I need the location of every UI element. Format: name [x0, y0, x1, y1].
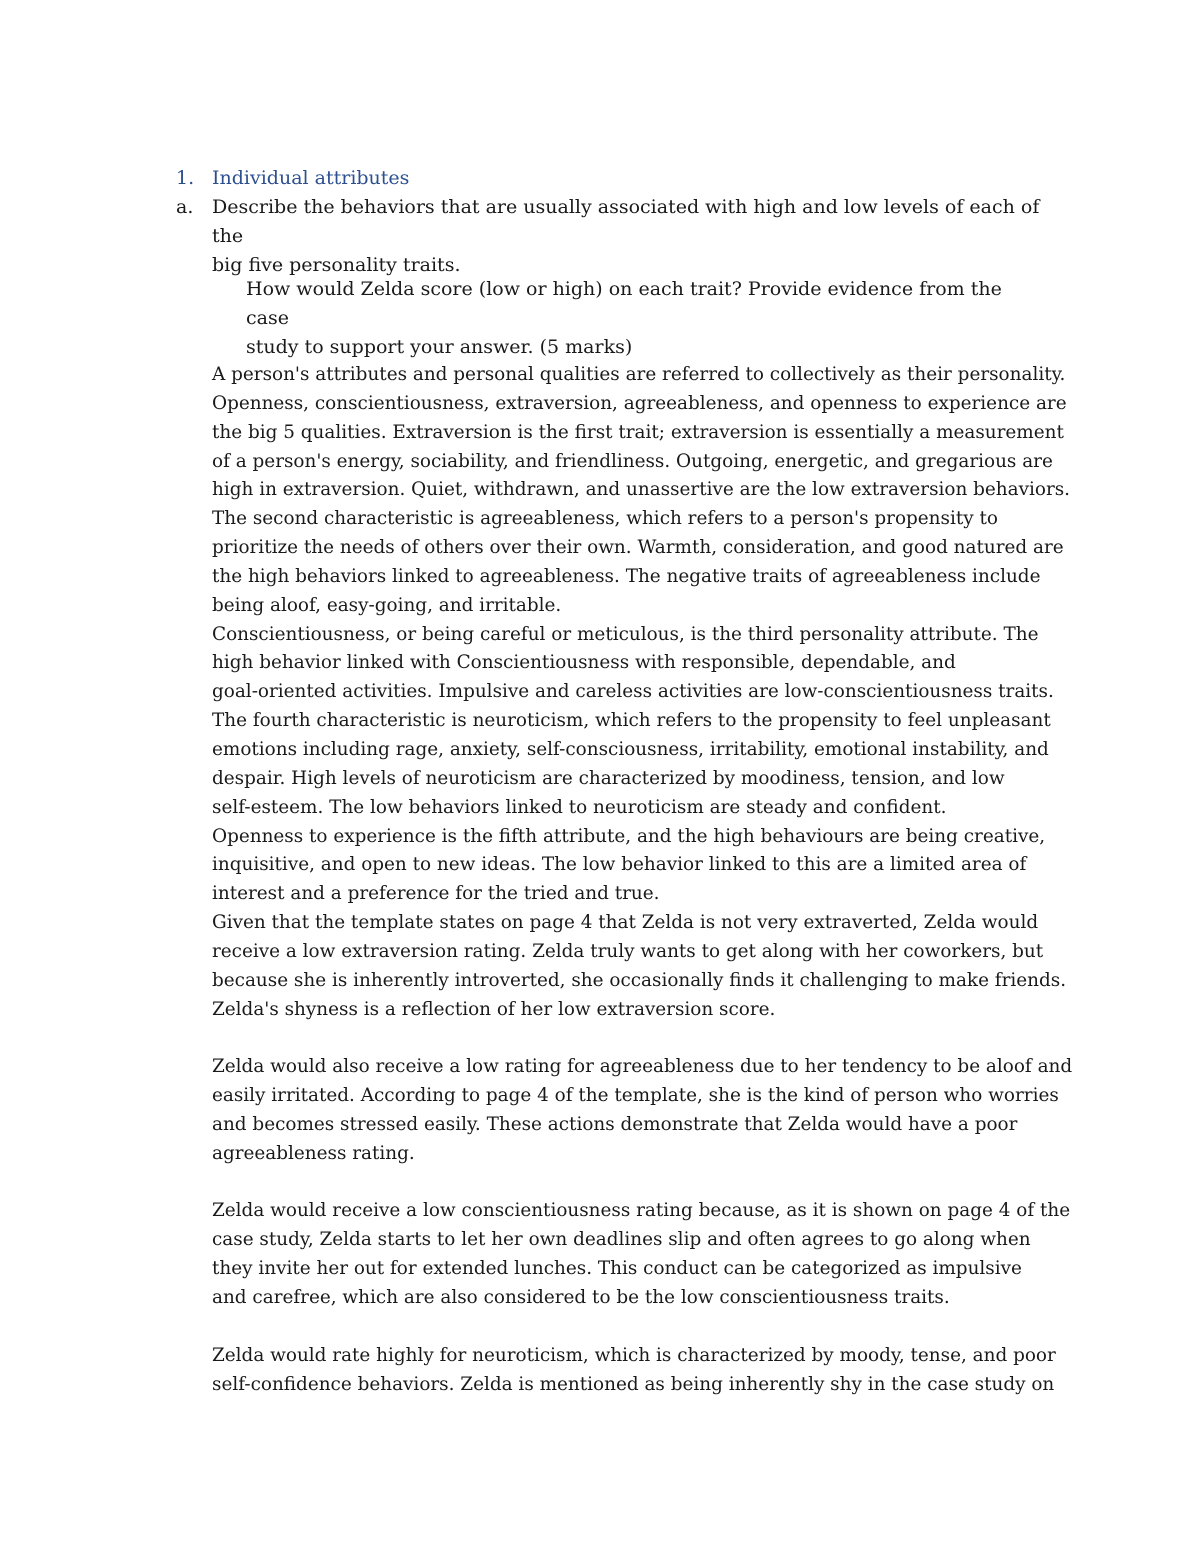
answer-line: prioritize the needs of others over their own. Warmth, consideration, and good natured are	[212, 537, 1064, 559]
answer-line: they invite her out for extended lunches. This conduct can be categorized as impulsive	[212, 1258, 1022, 1280]
sub-prompt-line-2: study to support your answer. (5 marks)	[246, 336, 633, 358]
answer-line: high behavior linked with Conscientiousness with responsible, dependable, and	[212, 652, 956, 674]
answer-line: the big 5 qualities. Extraversion is the first trait; extraversion is essentially a measurement	[212, 421, 1064, 443]
answer-line: Zelda would rate highly for neuroticism, which is characterized by moody, tense, and poor	[212, 1344, 1056, 1366]
answer-line: Zelda would receive a low conscientiousness rating because, as it is shown on page 4 of the	[212, 1200, 1071, 1222]
answer-line: Openness to experience is the fifth attribute, and the high behaviours are being creative,	[212, 825, 1046, 847]
answer-line: Conscientiousness, or being careful or meticulous, is the third personality attribute. The	[212, 623, 1039, 645]
answer-line: of a person's energy, sociability, and friendliness. Outgoing, energetic, and gregarious are	[212, 450, 1053, 472]
answer-line: self-esteem. The low behaviors linked to neuroticism are steady and confident.	[212, 796, 947, 818]
answer-line: The fourth characteristic is neuroticism, which refers to the propensity to feel unpleasant	[212, 710, 1051, 732]
answer-line: inquisitive, and open to new ideas. The low behavior linked to this are a limited area of	[212, 854, 1027, 876]
answer-line: A person's attributes and personal qualities are referred to collectively as their personality.	[212, 364, 1066, 385]
answer-line: agreeableness rating.	[212, 1142, 415, 1164]
answer-blank-line	[212, 1024, 1082, 1053]
question-line-1: Describe the behaviors that are usually associated with high and low levels of each of the	[212, 196, 1040, 247]
answer-line: and becomes stressed easily. These actions demonstrate that Zelda would have a poor	[212, 1113, 1018, 1135]
answer-line: interest and a preference for the tried and true.	[212, 883, 660, 905]
section-number: 1.	[176, 167, 195, 189]
answer-body	[212, 361, 1082, 1399]
answer-line: being aloof, easy-going, and irritable.	[212, 594, 562, 616]
answer-blank-line	[212, 1313, 1082, 1342]
answer-line: self-confidence behaviors. Zelda is mentioned as being inherently shy in the case study on	[212, 1373, 1055, 1395]
answer-line: goal-oriented activities. Impulsive and careless activities are low-conscientiousness traits.	[212, 681, 1054, 703]
question-line-2: big five personality traits.	[212, 254, 461, 276]
section-title: Individual attributes	[212, 167, 410, 189]
question-sub-prompt	[246, 275, 1046, 362]
answer-line: emotions including rage, anxiety, self-consciousness, irritability, emotional instability, and	[212, 738, 1049, 760]
answer-line: the high behaviors linked to agreeableness. The negative traits of agreeableness include	[212, 565, 1041, 587]
answer-line: The second characteristic is agreeableness, which refers to a person's propensity to	[212, 508, 998, 530]
answer-line: and carefree, which are also considered to be the low conscientiousness traits.	[212, 1287, 950, 1308]
answer-line: high in extraversion. Quiet, withdrawn, and unassertive are the low extraversion behaviors.	[212, 479, 1071, 501]
answer-line: Given that the template states on page 4 that Zelda is not very extraverted, Zelda would	[212, 912, 1039, 934]
sub-prompt-line-1: How would Zelda score (low or high) on each trait? Provide evidence from the case	[246, 278, 1002, 329]
answer-blank-line	[212, 1169, 1082, 1198]
answer-line: case study, Zelda starts to let her own deadlines slip and often agrees to go along when	[212, 1229, 1031, 1251]
answer-line: despair. High levels of neuroticism are characterized by moodiness, tension, and low	[212, 767, 1005, 789]
answer-line: Zelda would also receive a low rating for agreeableness due to her tendency to be aloof and	[212, 1056, 1073, 1078]
answer-line: Zelda's shyness is a reflection of her low extraversion score.	[212, 998, 776, 1020]
answer-line: receive a low extraversion rating. Zelda truly wants to get along with her coworkers, but	[212, 940, 1044, 962]
answer-line: Openness, conscientiousness, extraversion, agreeableness, and openness to experience are	[212, 392, 1067, 414]
answer-line: because she is inherently introverted, she occasionally finds it challenging to make friends.	[212, 969, 1067, 991]
question-label: a.	[176, 196, 194, 218]
question-text	[212, 193, 1072, 280]
answer-line: easily irritated. According to page 4 of the template, she is the kind of person who worries	[212, 1085, 1059, 1107]
